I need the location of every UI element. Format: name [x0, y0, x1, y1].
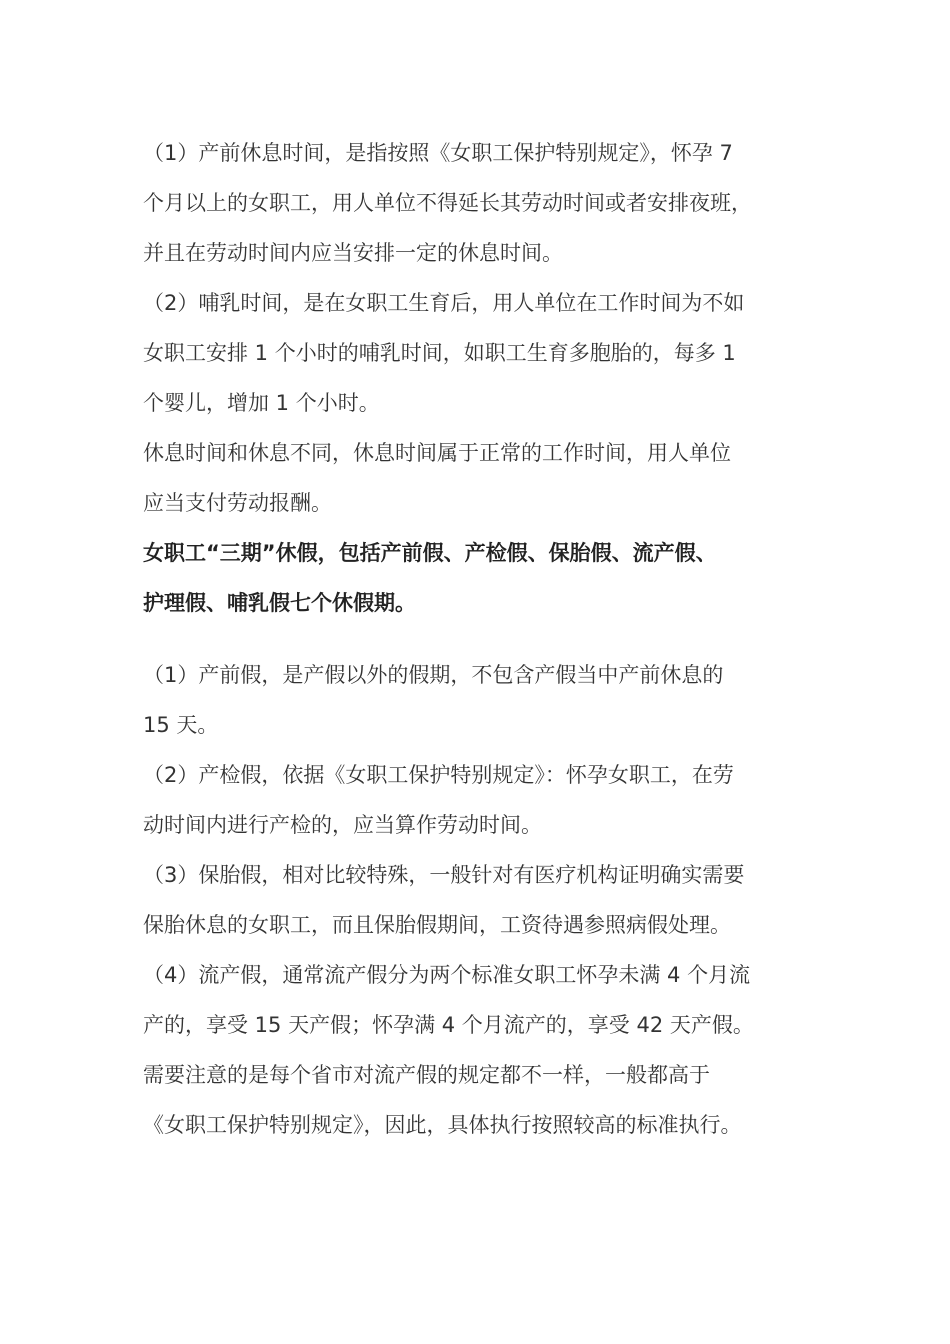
text-line: 产的，享受 15 天产假；怀孕满 4 个月流产的，享受 42 天产假。 — [143, 1013, 754, 1037]
heading-line: 护理假、哺乳假七个休假期。 — [143, 591, 416, 615]
text-line: （1）产前休息时间，是指按照《女职工保护特别规定》，怀孕 7 — [143, 141, 733, 165]
paragraph-prenatal-leave — [143, 650, 833, 750]
paragraph-prenatal-checkup-leave — [143, 750, 833, 850]
text-line: 保胎休息的女职工，而且保胎假期间，工资待遇参照病假处理。 — [143, 913, 731, 937]
text-line: 并且在劳动时间内应当安排一定的休息时间。 — [143, 241, 563, 265]
text-line: （2）产检假，依据《女职工保护特别规定》：怀孕女职工，在劳 — [143, 763, 734, 787]
text-line: 15 天。 — [143, 713, 219, 737]
text-line: 休息时间和休息不同，休息时间属于正常的工作时间，用人单位 — [143, 441, 731, 465]
paragraph-breastfeeding-time — [143, 278, 833, 428]
document-body — [143, 128, 833, 1150]
text-line: 动时间内进行产检的，应当算作劳动时间。 — [143, 813, 542, 837]
text-line: 个婴儿，增加 1 个小时。 — [143, 391, 380, 415]
section-heading-three-periods-leave — [143, 528, 833, 628]
paragraph-pregnancy-protection-leave — [143, 850, 833, 950]
paragraph-miscarriage-leave — [143, 950, 833, 1150]
paragraph-prenatal-rest-time — [143, 128, 833, 278]
text-line: 应当支付劳动报酬。 — [143, 491, 332, 515]
text-line: （3）保胎假，相对比较特殊，一般针对有医疗机构证明确实需要 — [143, 863, 745, 887]
paragraph-rest-time-note — [143, 428, 833, 528]
text-line: （2）哺乳时间，是在女职工生育后，用人单位在工作时间为不如 — [143, 291, 745, 315]
paragraph-spacer — [143, 628, 833, 650]
text-line: 需要注意的是每个省市对流产假的规定都不一样，一般都高于 — [143, 1063, 710, 1087]
text-line: 《女职工保护特别规定》，因此，具体执行按照较高的标准执行。 — [143, 1113, 742, 1137]
text-line: 个月以上的女职工，用人单位不得延长其劳动时间或者安排夜班， — [143, 191, 752, 215]
text-line: （4）流产假，通常流产假分为两个标准女职工怀孕未满 4 个月流 — [143, 963, 751, 987]
text-line: 女职工安排 1 个小时的哺乳时间，如职工生育多胞胎的，每多 1 — [143, 341, 736, 365]
heading-line: 女职工“三期”休假，包括产前假、产检假、保胎假、流产假、 — [143, 541, 717, 565]
text-line: （1）产前假，是产假以外的假期，不包含产假当中产前休息的 — [143, 663, 724, 687]
